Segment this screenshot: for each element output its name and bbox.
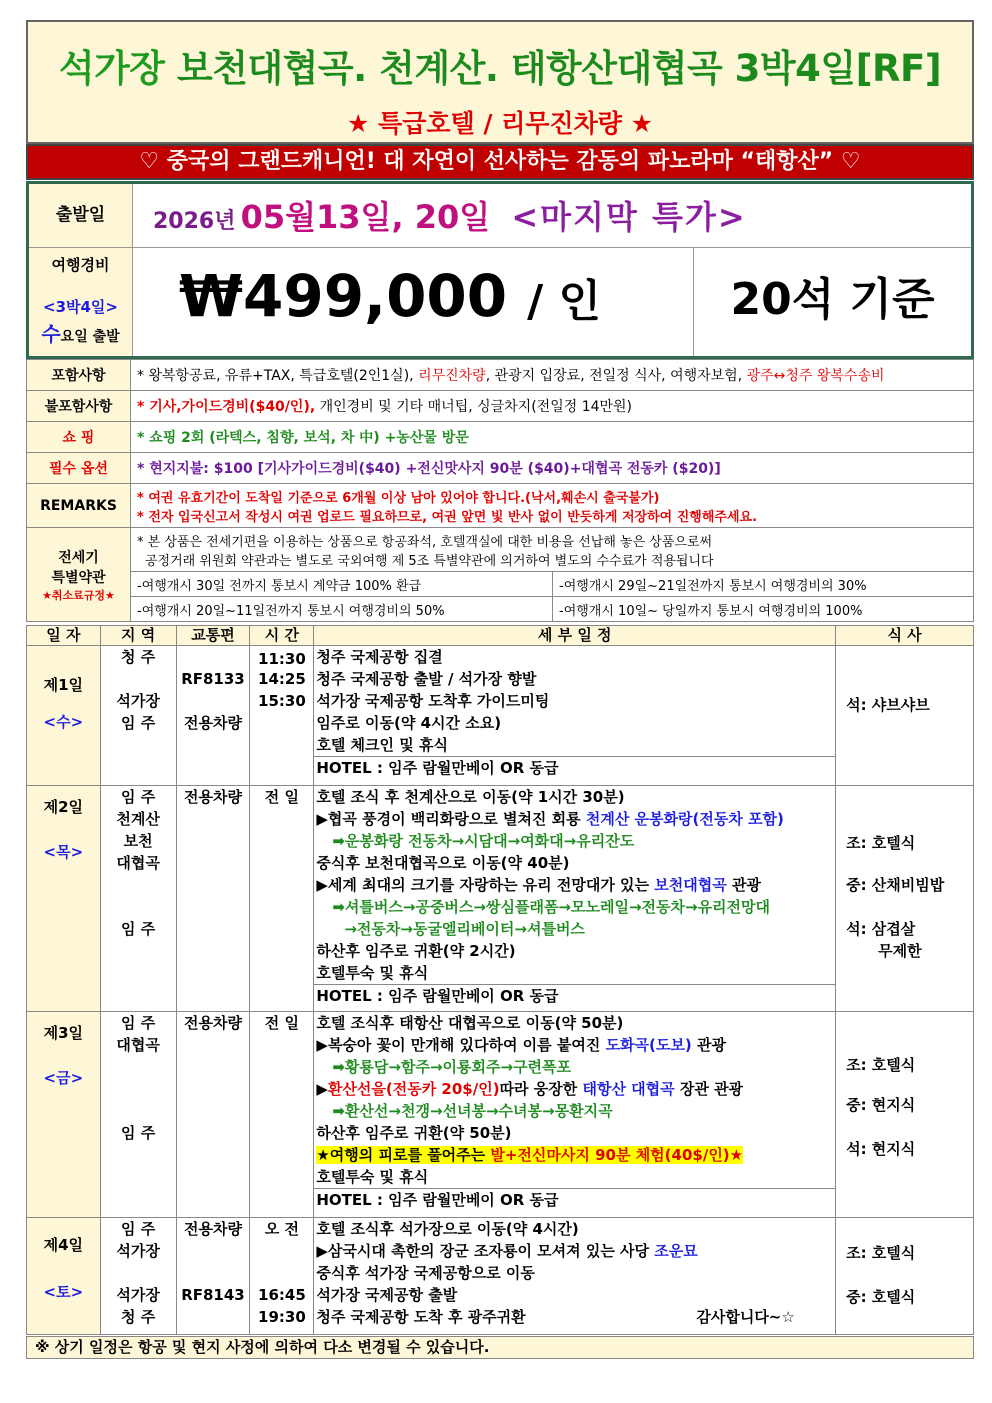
option-text: * 현지지불: $100 [기사가이드경비($40) +전신맛사지 90분 ($40)+대협곡 전동카 ($20)] — [131, 453, 974, 484]
region: 대협곡 — [116, 1036, 160, 1054]
depart-weekday — [29, 318, 132, 347]
flight-number: RF8133 — [181, 670, 245, 688]
col-detail: 세 부 일 정 — [314, 626, 836, 646]
cost-label: 여행경비 — [51, 256, 110, 274]
terms-table — [26, 359, 974, 622]
include-part2: , 관광지 입장료, 전일정 식사, 여행자보험, — [485, 368, 747, 384]
star-icon: ★ — [729, 1146, 744, 1164]
remarks-row — [27, 484, 974, 528]
text: ▶삼국시대 촉한의 장군 조자룡이 모셔져 있는 사당 — [316, 1242, 655, 1260]
transport — [177, 690, 250, 712]
day2-time — [250, 786, 314, 1012]
route-line: ➡운봉화랑 전동차→시담대→여화대→유리잔도 — [332, 832, 635, 850]
transport — [177, 646, 250, 668]
transport — [177, 1240, 250, 1262]
shopping-row — [27, 422, 974, 453]
meal: 무제한 — [878, 942, 922, 960]
col-transport: 교통편 — [176, 626, 250, 646]
exclude-rest: 개인경비 및 기타 매너팁, 싱글차지(전일정 14만원) — [315, 399, 633, 415]
day2-detail — [314, 786, 836, 1012]
cancel-row-2 — [27, 597, 974, 622]
remarks-e-arrival: * 전자 입국신고서 작성시 여권 업로드 필요하므로, 여권 앞면 빛 반사 없이 반듯하게 저장하여 진행해주세요. — [137, 509, 758, 525]
transport: 전용차량 — [184, 788, 242, 806]
schedule-line: 호텔투숙 및 휴식 — [316, 1168, 429, 1186]
hotel-line: HOTEL : 임주 람월만베이 OR 동급 — [314, 984, 835, 1006]
region: 대협곡 — [116, 854, 160, 872]
time — [250, 1262, 313, 1284]
time: 15:30 — [258, 692, 306, 710]
special-offer: <마지막 특가> — [511, 198, 747, 236]
region: 임 주 — [121, 920, 156, 938]
meal: 중: 호텔식 — [846, 1288, 916, 1306]
title-city: 석가장 — [58, 47, 165, 90]
schedule-line: 임주로 이동(약 4시간 소요) — [316, 714, 502, 732]
day4-meals — [836, 1218, 974, 1335]
schedule-line — [316, 874, 833, 896]
text: ▶협곡 풍경이 백리화랑으로 별쳐진 회룡 — [316, 810, 586, 828]
day2-cell — [27, 786, 101, 1012]
price — [179, 262, 601, 330]
schedule-line: 호텔 체크인 및 휴식 — [316, 736, 448, 754]
day1-regions — [100, 646, 176, 786]
schedule-line: 석가장 국제공항 도착후 가이드미팅 — [316, 692, 550, 710]
day1-detail — [314, 646, 836, 786]
title-header — [26, 20, 974, 144]
shopping-text: * 쇼핑 2회 (라텍스, 침향, 보석, 차 中) +농산물 방문 — [131, 422, 974, 453]
region: 석가장 — [116, 1286, 160, 1304]
weekday-char: 수 — [41, 322, 61, 346]
price-value: ₩499,000 — [179, 262, 508, 330]
time: 전 일 — [264, 1014, 299, 1032]
col-day: 일 자 — [27, 626, 101, 646]
charter-label-1: 전세기 — [58, 549, 99, 566]
schedule-line: 청주 국제공항 출발 / 석가장 향발 — [316, 670, 537, 688]
day3-time — [250, 1012, 314, 1218]
charter-text-1: * 본 상품은 전세기편을 이용하는 상품으로 항공좌석, 호텔객실에 대한 비용을 선납해 놓은 상품으로써 — [137, 534, 713, 550]
meal: 중: 현지식 — [846, 1096, 916, 1114]
weekday-suffix: 요일 출발 — [60, 329, 120, 345]
day1-times — [250, 646, 314, 786]
day3-regions — [100, 1012, 176, 1218]
region — [101, 1262, 176, 1284]
schedule-line: 호텔 조식후 태항산 대협곡으로 이동(약 50분) — [316, 1014, 624, 1032]
highlight: 보천대협곡 — [654, 876, 727, 894]
day4-cell — [27, 1218, 101, 1335]
itinerary-header-row — [27, 626, 974, 646]
schedule-line — [316, 1034, 833, 1056]
cost-label-cell — [29, 248, 133, 356]
hotel-line: HOTEL : 임주 람월만베이 OR 동급 — [314, 756, 835, 778]
day2-row — [27, 786, 974, 1012]
region: 천계산 — [116, 810, 160, 828]
text: ▶복숭아 꽃이 만개해 있다하여 이름 붙여진 — [316, 1036, 606, 1054]
schedule-line: 호텔 조식 후 천계산으로 이동(약 1시간 30분) — [316, 788, 625, 806]
price-row — [29, 248, 971, 356]
departure-year: 2026년 — [153, 209, 236, 234]
day1-weekday: <수> — [43, 713, 84, 731]
charter-text-2: 공정거래 위원회 약관과는 별도로 국외여행 제 5조 특별약관에 의거하여 별도의 수수료가 적용됩니다 — [145, 553, 714, 569]
departure-label: 출발일 — [29, 184, 133, 247]
region: 임 주 — [121, 1124, 156, 1142]
time — [250, 1240, 313, 1262]
seat-basis: 20석 기준 — [693, 248, 971, 356]
schedule-line: 호텔투숙 및 휴식 — [316, 964, 429, 982]
meal: 중: 산채비빔밥 — [846, 876, 945, 894]
day2-label: 제2일 — [43, 798, 84, 816]
price-unit: / 인 — [527, 276, 602, 327]
time: 전 일 — [264, 788, 299, 806]
day2-weekday: <목> — [43, 843, 84, 861]
day3-label: 제3일 — [43, 1024, 84, 1042]
exclude-guide-fee: * 기사,가이드경비($40/인), — [137, 399, 316, 415]
day3-detail — [314, 1012, 836, 1218]
day2-regions — [100, 786, 176, 1012]
region: 임 주 — [121, 714, 156, 732]
departure-price-box — [26, 181, 974, 359]
time: 16:45 — [258, 1286, 306, 1304]
text: 따라 웅장한 — [499, 1080, 583, 1098]
schedule-line: 중식후 석가장 국제공항으로 이동 — [316, 1264, 535, 1282]
route-line: ➡황룡담→함주→이룡회주→구련폭포 — [332, 1058, 572, 1076]
include-part1: * 왕복항공료, 유류+TAX, 특급호텔(2인1실), — [137, 368, 419, 384]
exclude-row — [27, 391, 974, 422]
day4-regions — [100, 1218, 176, 1335]
include-transfer: 광주↔청주 왕복수송비 — [746, 368, 885, 384]
day3-meals — [836, 1012, 974, 1218]
include-text — [131, 360, 974, 391]
day1-cell — [27, 646, 101, 786]
time: 14:25 — [258, 670, 306, 688]
charter-label — [27, 528, 131, 622]
schedule-line — [316, 808, 833, 830]
day4-times — [250, 1218, 314, 1335]
cancel-rule-3: -여행개시 20일~11일전까지 통보시 여행경비의 50% — [131, 597, 553, 622]
duration-label: <3박4일> — [43, 298, 118, 316]
transport: 전용차량 — [184, 1014, 242, 1032]
day3-weekday: <금> — [43, 1069, 84, 1087]
text: ★여행의 피로를 풀어주는 — [316, 1146, 491, 1164]
text: ▶ — [316, 1080, 328, 1098]
schedule-line: 중식후 보천대협곡으로 이동(약 40분) — [316, 854, 570, 872]
meal: 조: 호텔식 — [846, 1244, 916, 1262]
meal: 조: 호텔식 — [846, 834, 916, 852]
cancel-rule-1: -여행개시 30일 전까지 통보시 계약금 100% 환급 — [131, 572, 553, 597]
highlight: 도화곡(도보) — [605, 1036, 692, 1054]
option-label: 필수 옵션 — [27, 453, 131, 484]
departure-dates — [153, 192, 747, 238]
schedule-line — [316, 1078, 833, 1100]
day4-label: 제4일 — [43, 1236, 84, 1254]
exclude-text — [131, 391, 974, 422]
region: 임 주 — [121, 1014, 156, 1032]
meal: 석: 삼겹살 — [846, 920, 916, 938]
itinerary-table — [26, 625, 974, 1335]
exclude-label: 불포함사항 — [27, 391, 131, 422]
thanks-text: 감사합니다~☆ — [696, 1308, 795, 1326]
charter-label-2: 특별약관 — [51, 569, 106, 586]
highlight-red: 환산선을(전동카 20$/인) — [327, 1080, 500, 1098]
cancel-rule-4: -여행개시 10일~ 당일까지 통보시 여행경비의 100% — [553, 597, 974, 622]
meal: 석: 현지식 — [846, 1140, 916, 1158]
day2-transport — [176, 786, 250, 1012]
page-title — [28, 38, 972, 92]
highlight-red: 발+전신마사지 90분 체험(40$/인) — [490, 1146, 730, 1164]
day1-meals — [836, 646, 974, 786]
col-time: 시 간 — [250, 626, 314, 646]
day4-row — [27, 1218, 974, 1335]
include-limousine: 리무진차량 — [418, 368, 486, 384]
cancel-rule-label: ★취소료규정★ — [42, 588, 115, 602]
region: 청 주 — [121, 1308, 156, 1326]
day1-row — [27, 646, 974, 786]
col-region: 지 역 — [100, 626, 176, 646]
day4-transport — [176, 1218, 250, 1335]
text: 청주 국제공항 도착 후 광주귀환 — [316, 1308, 526, 1326]
title-rest: 보천대협곡. 천계산. 태항산대협곡 3박4일[RF] — [176, 47, 942, 90]
day4-weekday: <토> — [43, 1283, 84, 1301]
schedule-line: 청주 국제공항 집결 — [316, 648, 443, 666]
day3-cell — [27, 1012, 101, 1218]
schedule-line: 석가장 국제공항 출발 — [316, 1286, 458, 1304]
highlight: 태항산 대협곡 — [582, 1080, 675, 1098]
day1-label: 제1일 — [43, 676, 84, 694]
schedule-line: 하산후 임주로 귀환(약 2시간) — [316, 942, 516, 960]
transport — [177, 1306, 250, 1328]
region: 임 주 — [121, 1220, 156, 1238]
region: 보천 — [123, 832, 153, 850]
region: 임 주 — [121, 788, 156, 806]
hotel-line: HOTEL : 임주 람월만베이 OR 동급 — [314, 1188, 835, 1210]
day1-transport — [176, 646, 250, 786]
region: 청 주 — [121, 648, 156, 666]
shopping-label: 쇼 핑 — [27, 422, 131, 453]
time: 11:30 — [258, 650, 306, 668]
flight-number: RF8143 — [181, 1286, 245, 1304]
cancel-rule-2: -여행개시 29일~21일전까지 통보시 여행경비의 30% — [553, 572, 974, 597]
include-row — [27, 360, 974, 391]
schedule-line: 호텔 조식후 석가장으로 이동(약 4시간) — [316, 1220, 579, 1238]
day3-transport — [176, 1012, 250, 1218]
day3-row — [27, 1012, 974, 1218]
transport — [177, 1262, 250, 1284]
day4-detail — [314, 1218, 836, 1335]
schedule-line: 하산후 임주로 귀환(약 50분) — [316, 1124, 512, 1142]
promo-banner: ♡ 중국의 그랜드캐니언! 대 자연이 선사하는 감동의 파노라마 “태항산” ♡ — [26, 144, 974, 180]
charter-text — [131, 528, 974, 572]
route-line: ➡셔틀버스→공중버스→쌍심플래폼→모노레일→전동차→유리전망대 — [332, 898, 771, 916]
highlight: 조운묘 — [654, 1242, 698, 1260]
schedule-line — [316, 1306, 833, 1328]
departure-row — [29, 184, 971, 248]
route-line: ➡환산선→천갱→선녀봉→수녀봉→몽환지곡 — [332, 1102, 613, 1120]
remarks-label: REMARKS — [27, 484, 131, 528]
col-meal: 식 사 — [836, 626, 974, 646]
departure-day-list: 05월13일, 20일 — [240, 198, 491, 236]
option-row — [27, 453, 974, 484]
text: 관광 — [691, 1036, 726, 1054]
schedule-line — [316, 1240, 833, 1262]
cancel-row-1 — [27, 572, 974, 597]
meal: 석: 샤브샤브 — [846, 696, 930, 714]
remarks-passport: * 여권 유효기간이 도착일 기준으로 6개월 이상 남아 있어야 합니다.(낙서,훼손시 출국불가) — [137, 490, 660, 506]
massage-line — [316, 1144, 833, 1166]
transport: 전용차량 — [184, 1220, 242, 1238]
transport: 전용차량 — [184, 714, 242, 732]
highlight: 천계산 운봉화랑(전동차 포함) — [585, 810, 784, 828]
remarks-text — [131, 484, 974, 528]
day2-meals — [836, 786, 974, 1012]
text: ▶세계 최대의 크기를 자랑하는 유리 전망대가 있는 — [316, 876, 655, 894]
region: 석가장 — [116, 1242, 160, 1260]
region: 석가장 — [116, 692, 160, 710]
text: 관광 — [726, 876, 761, 894]
route-line: →전동차→동굴엘리베이터→셔틀버스 — [344, 920, 585, 938]
region — [101, 668, 176, 690]
time: 오 전 — [264, 1220, 299, 1238]
time: 19:30 — [258, 1308, 306, 1326]
meal: 조: 호텔식 — [846, 1056, 916, 1074]
text: 장관 관광 — [674, 1080, 744, 1098]
footer-note: ※ 상기 일정은 항공 및 현지 사정에 의하여 다소 변경될 수 있습니다. — [26, 1336, 974, 1359]
include-label: 포함사항 — [27, 360, 131, 391]
page-subtitle: ★ 특급호텔 / 리무진차량 ★ — [346, 109, 654, 138]
charter-row — [27, 528, 974, 572]
